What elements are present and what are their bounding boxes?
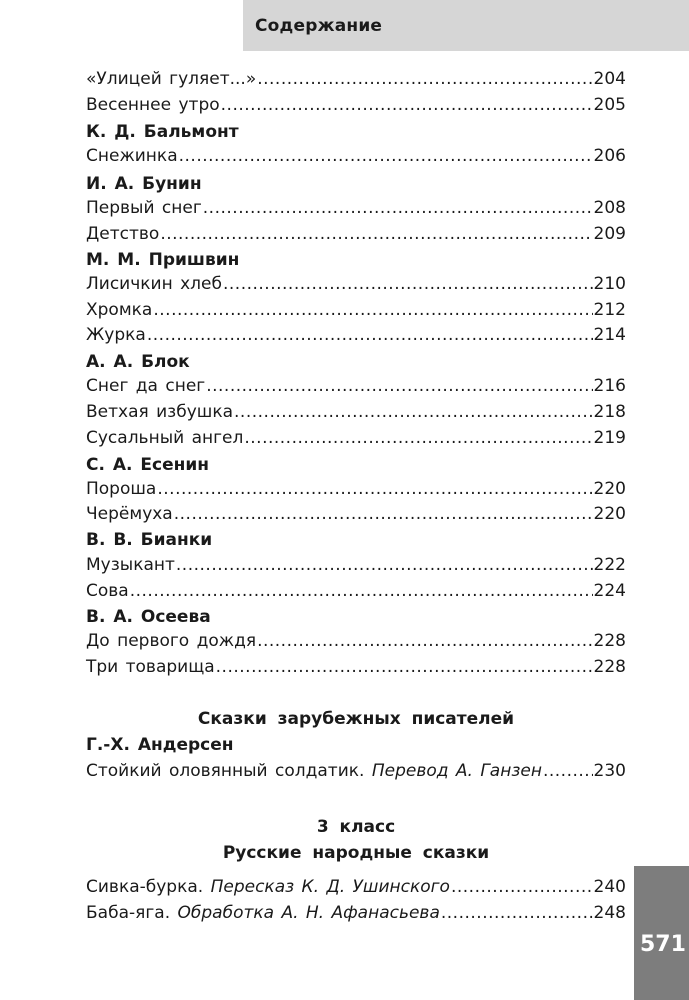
toc-entry[interactable] bbox=[86, 903, 626, 929]
section-heading: Русские народные сказки bbox=[222, 843, 490, 863]
entry-page: 218 bbox=[593, 402, 626, 422]
author-name: И. А. Бунин bbox=[86, 174, 202, 194]
page-number-tab bbox=[634, 866, 689, 1000]
entry-page: 210 bbox=[593, 274, 626, 294]
toc-entry[interactable] bbox=[86, 761, 626, 787]
entry-page: 205 bbox=[593, 95, 626, 115]
author-name: А. А. Блок bbox=[86, 352, 190, 372]
toc-entry[interactable] bbox=[86, 631, 626, 657]
entry-page: 228 bbox=[593, 657, 626, 677]
toc-entry[interactable] bbox=[86, 376, 626, 402]
entry-note: Перевод А. Ганзен bbox=[371, 761, 542, 781]
toc-entry[interactable] bbox=[86, 224, 626, 250]
entry-page: 220 bbox=[593, 479, 626, 499]
entry-title: Снежинка bbox=[86, 146, 178, 166]
toc-entry[interactable] bbox=[86, 274, 626, 300]
entry-note: Обработка А. Н. Афанасьева bbox=[177, 903, 440, 923]
entry-page: 220 bbox=[593, 504, 626, 524]
entry-title: Хромка bbox=[86, 300, 153, 320]
entry-title: Ветхая избушка bbox=[86, 402, 234, 422]
header-title: Содержание bbox=[255, 16, 383, 36]
entry-title: Весеннее утро bbox=[86, 95, 220, 115]
entry-title: Сивка-бурка. bbox=[86, 877, 204, 897]
author-name: Г.-Х. Андерсен bbox=[86, 735, 234, 755]
entry-page: 240 bbox=[593, 877, 626, 897]
entry-title: Черёмуха bbox=[86, 504, 173, 524]
entry-page: 248 bbox=[593, 903, 626, 923]
entry-title: Музыкант bbox=[86, 555, 175, 575]
section-heading: 3 класс bbox=[316, 817, 396, 837]
entry-page: 230 bbox=[593, 761, 626, 781]
toc-entry[interactable] bbox=[86, 146, 626, 172]
toc-entry[interactable] bbox=[86, 877, 626, 903]
entry-page: 216 bbox=[593, 376, 626, 396]
entry-page: 228 bbox=[593, 631, 626, 651]
toc-entry[interactable] bbox=[86, 428, 626, 454]
entry-page: 222 bbox=[593, 555, 626, 575]
author-name: М. М. Пришвин bbox=[86, 250, 240, 270]
section-heading: Сказки зарубежных писателей bbox=[197, 709, 515, 729]
entry-page: 209 bbox=[593, 224, 626, 244]
entry-page: 224 bbox=[593, 581, 626, 601]
entry-page: 219 bbox=[593, 428, 626, 448]
author-name: В. А. Осеева bbox=[86, 607, 211, 627]
toc-entry[interactable] bbox=[86, 402, 626, 428]
entry-title: Снег да снег bbox=[86, 376, 206, 396]
entry-note: Пересказ К. Д. Ушинского bbox=[210, 877, 450, 897]
entry-page: 212 bbox=[593, 300, 626, 320]
entry-title: «Улицей гуляет...» bbox=[86, 69, 257, 89]
entry-page: 204 bbox=[593, 69, 626, 89]
entry-title: Детство bbox=[86, 224, 160, 244]
entry-page: 208 bbox=[593, 198, 626, 218]
entry-title: Пороша bbox=[86, 479, 157, 499]
entry-title: Журка bbox=[86, 325, 146, 345]
entry-title: Лисичкин хлеб bbox=[86, 274, 222, 294]
header-tab bbox=[243, 0, 689, 51]
entry-title: Сова bbox=[86, 581, 129, 601]
entry-title: Стойкий оловянный солдатик. bbox=[86, 761, 365, 781]
toc-entry[interactable] bbox=[86, 300, 626, 326]
toc-entry[interactable] bbox=[86, 657, 626, 683]
toc-entry[interactable] bbox=[86, 555, 626, 581]
author-name: В. В. Бианки bbox=[86, 530, 213, 550]
toc-entry[interactable] bbox=[86, 95, 626, 121]
entry-page: 206 bbox=[593, 146, 626, 166]
page-number: 571 bbox=[640, 932, 686, 957]
toc-entry[interactable] bbox=[86, 504, 626, 530]
toc-entry[interactable] bbox=[86, 325, 626, 351]
entry-title: Первый снег bbox=[86, 198, 202, 218]
entry-title: Сусальный ангел bbox=[86, 428, 244, 448]
entry-title: Три товарища bbox=[86, 657, 215, 677]
entry-title: Баба-яга. bbox=[86, 903, 171, 923]
toc-entry[interactable] bbox=[86, 198, 626, 224]
entry-page: 214 bbox=[593, 325, 626, 345]
toc-entry[interactable] bbox=[86, 479, 626, 505]
entry-title: До первого дождя bbox=[86, 631, 257, 651]
toc-entry[interactable] bbox=[86, 581, 626, 607]
author-name: С. А. Есенин bbox=[86, 455, 210, 475]
author-name: К. Д. Бальмонт bbox=[86, 122, 239, 142]
toc-entry[interactable] bbox=[86, 69, 626, 95]
